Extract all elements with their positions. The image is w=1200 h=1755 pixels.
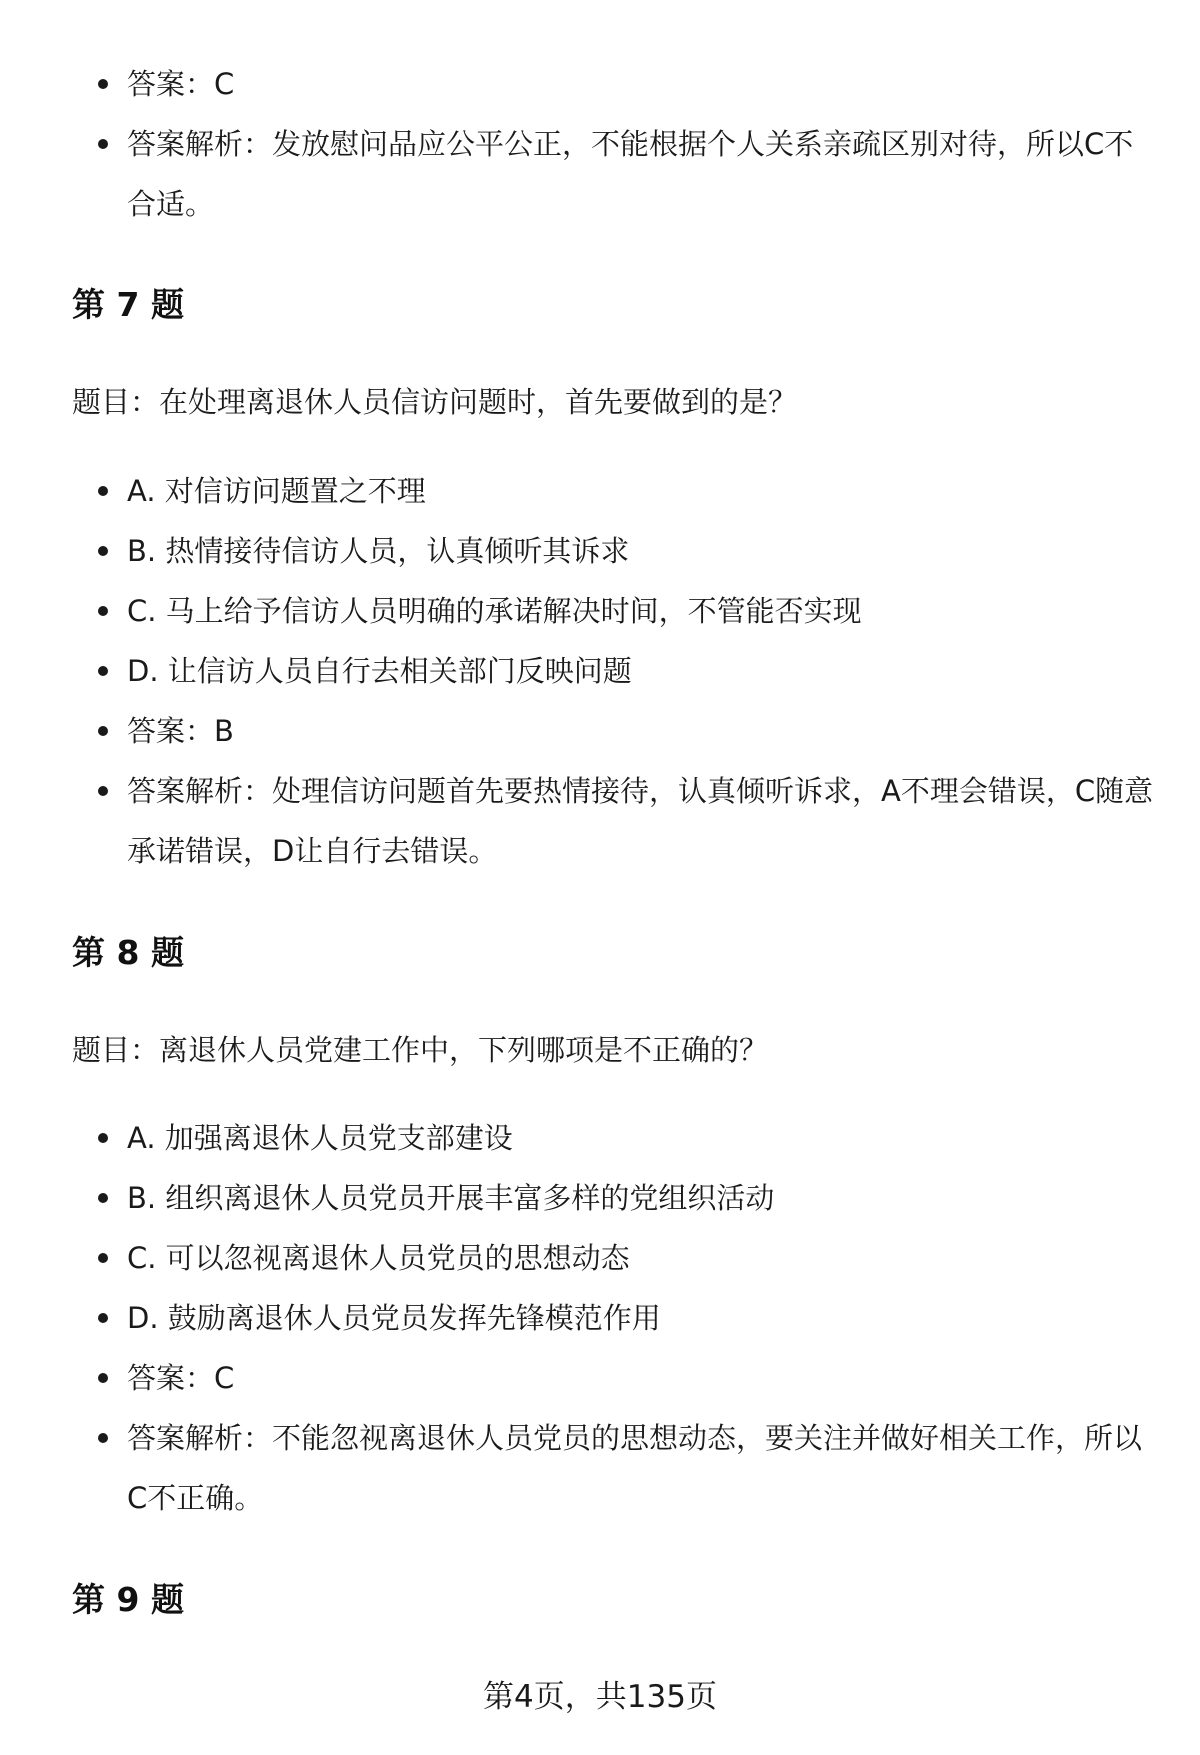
explanation-item: 答案解析：发放慰问品应公平公正，不能根据个人关系亲疏区别对待，所以C不合适。 xyxy=(127,114,1162,234)
answer-item: 答案：C xyxy=(127,54,1162,114)
answer-item: 答案：B xyxy=(127,701,1162,761)
option-item: A. 对信访问题置之不理 xyxy=(127,461,1162,521)
question-heading: 第 7 题 xyxy=(72,285,184,324)
page-number: 第4页，共135页 xyxy=(483,1679,717,1715)
option-item: A. 加强离退休人员党支部建设 xyxy=(127,1108,1162,1168)
explanation-item: 答案解析：处理信访问题首先要热情接待，认真倾听诉求，A不理会错误，C随意承诺错误，D让自行去错误。 xyxy=(127,761,1162,881)
option-item: D. 鼓励离退休人员党员发挥先锋模范作用 xyxy=(127,1288,1162,1348)
question-heading: 第 9 题 xyxy=(72,1580,184,1619)
option-item: B. 热情接待信访人员，认真倾听其诉求 xyxy=(127,521,1162,581)
answer-item: 答案：C xyxy=(127,1348,1162,1408)
explanation-item: 答案解析：不能忽视离退休人员党员的思想动态，要关注并做好相关工作，所以C不正确。 xyxy=(127,1408,1162,1528)
question-text: 题目：离退休人员党建工作中，下列哪项是不正确的？ xyxy=(72,1033,769,1067)
option-item: B. 组织离退休人员党员开展丰富多样的党组织活动 xyxy=(127,1168,1162,1228)
option-item: D. 让信访人员自行去相关部门反映问题 xyxy=(127,641,1162,701)
option-item: C. 马上给予信访人员明确的承诺解决时间，不管能否实现 xyxy=(127,581,1162,641)
question-text: 题目：在处理离退休人员信访问题时，首先要做到的是？ xyxy=(72,385,798,419)
question-heading: 第 8 题 xyxy=(72,933,184,972)
option-item: C. 可以忽视离退休人员党员的思想动态 xyxy=(127,1228,1162,1288)
